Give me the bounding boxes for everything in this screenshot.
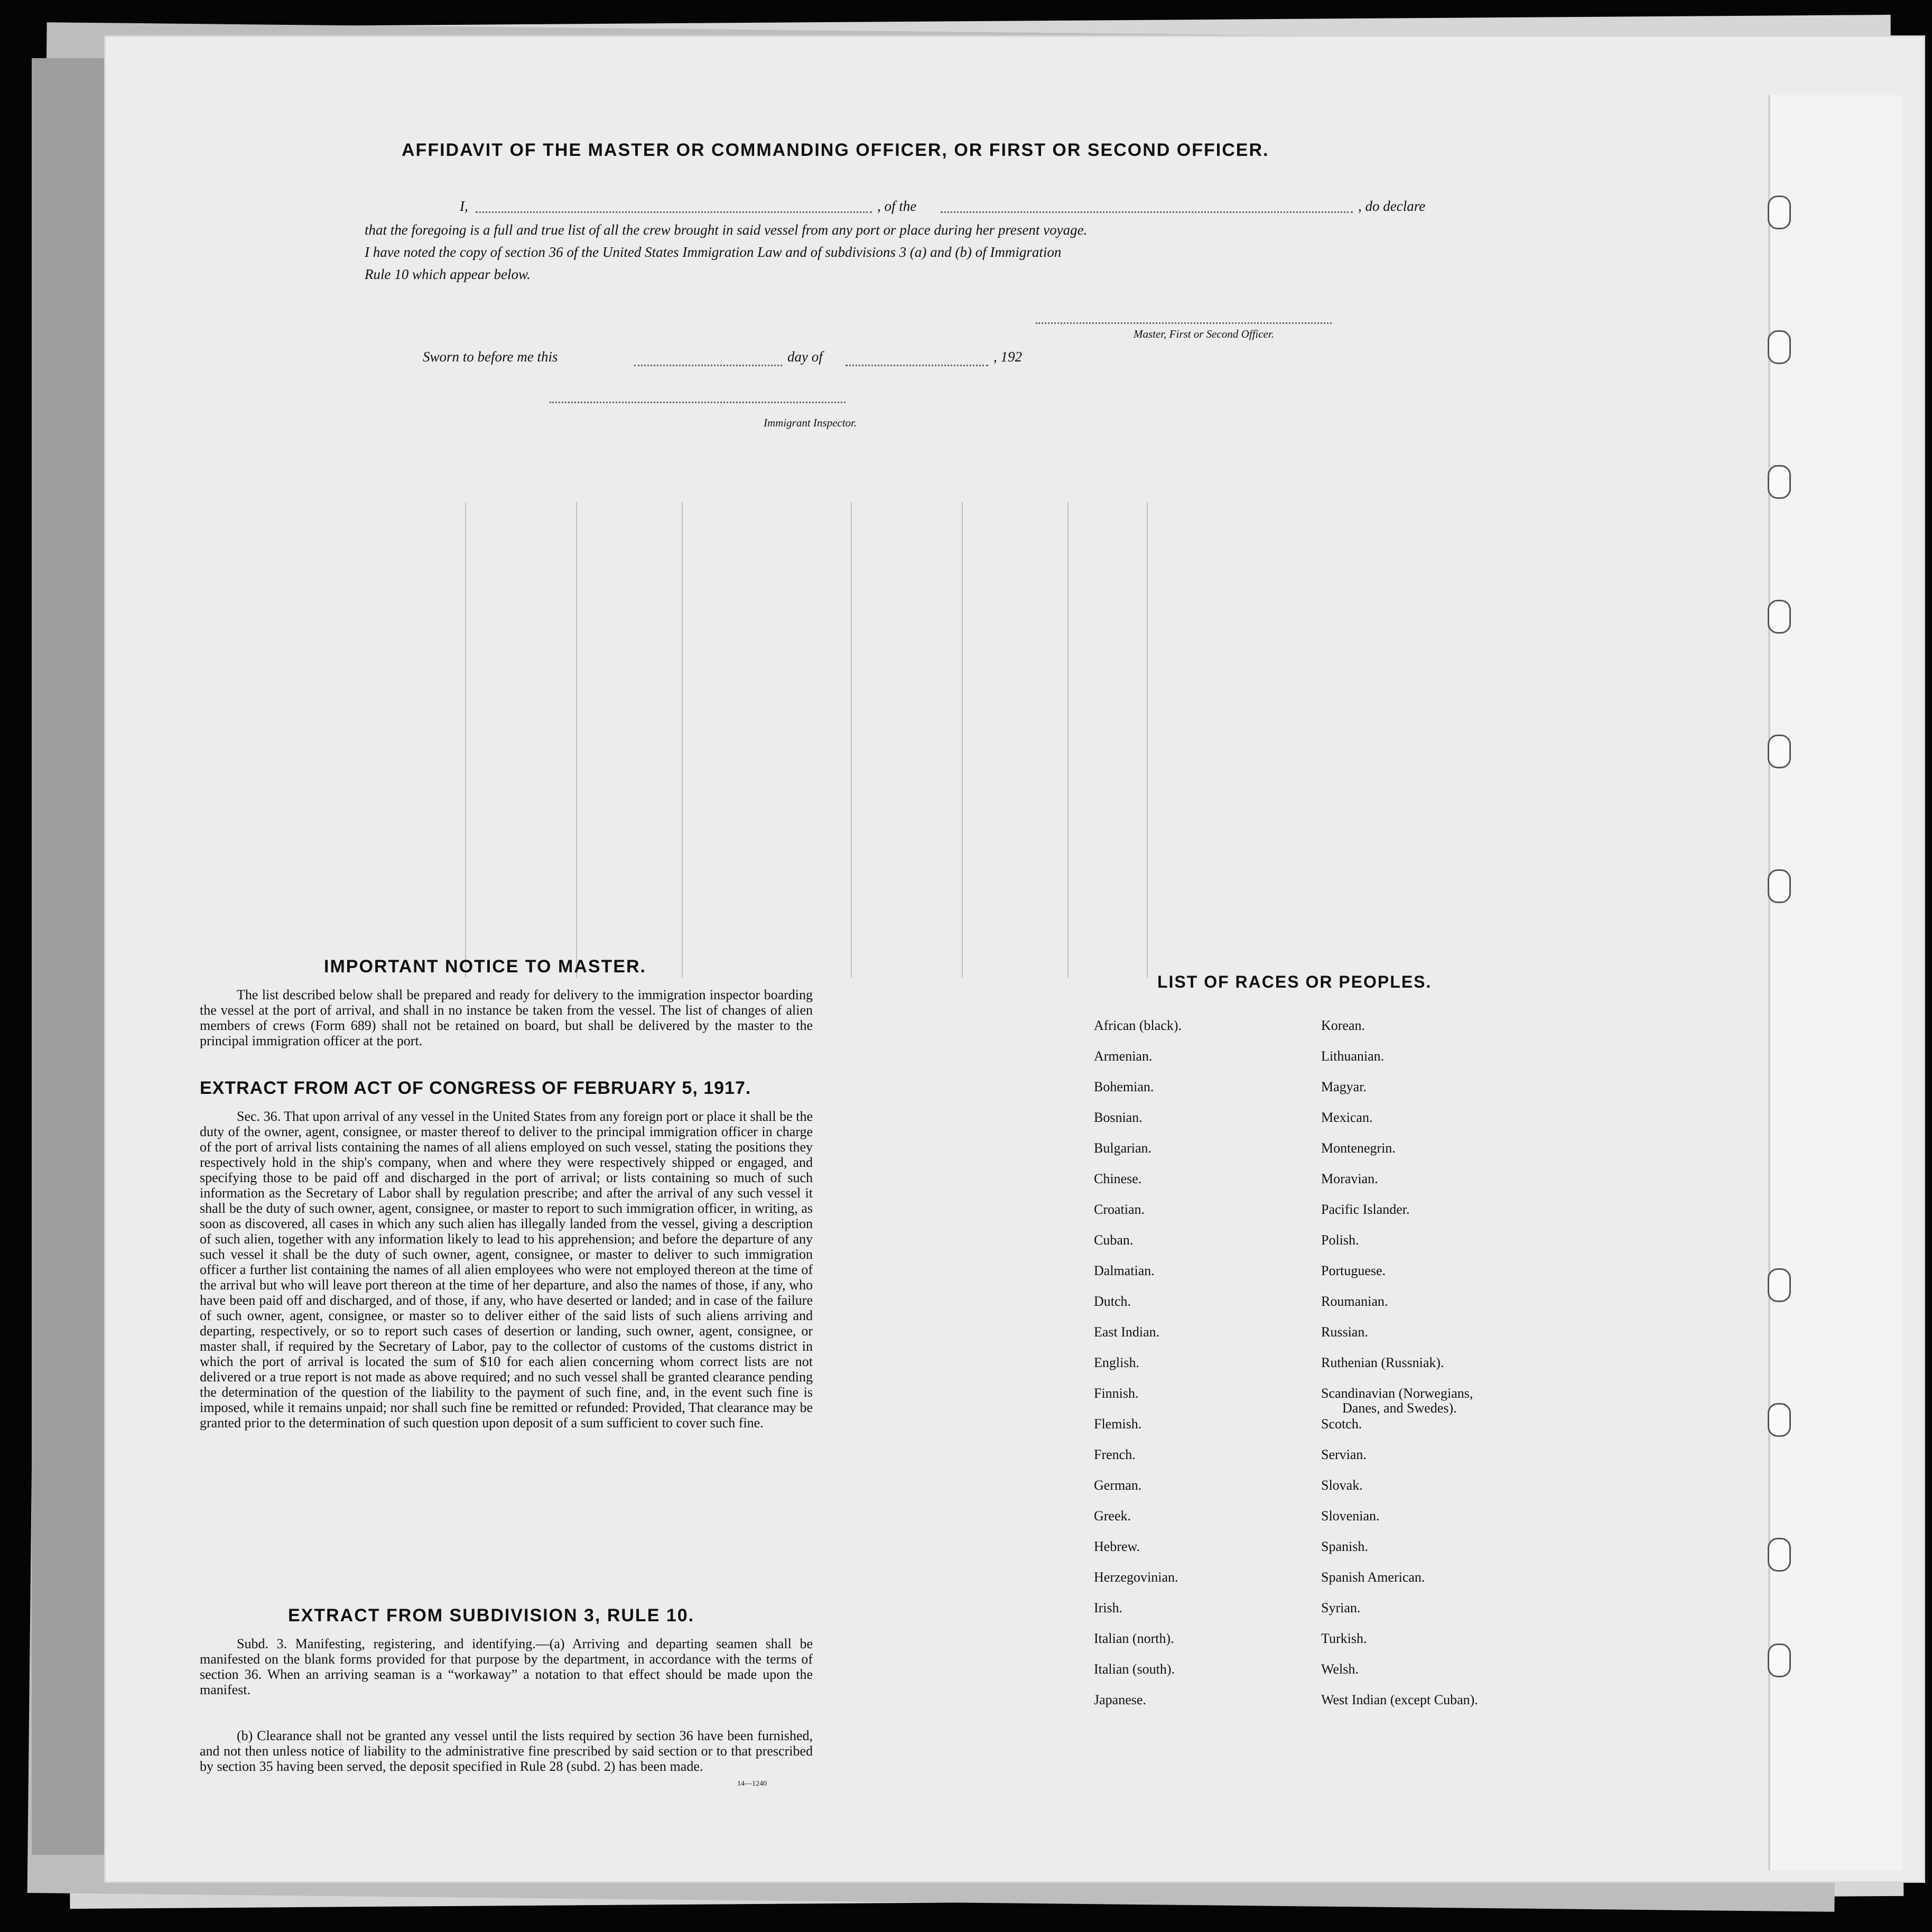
race-right-item: Spanish. <box>1321 1539 1368 1554</box>
race-right-item: Roumanian. <box>1321 1294 1388 1309</box>
race-right-item: Spanish American. <box>1321 1569 1425 1585</box>
race-left-item: Bosnian. <box>1094 1110 1143 1125</box>
race-right-item: Welsh. <box>1321 1661 1359 1677</box>
vessel-blank[interactable] <box>941 211 1353 213</box>
master-signature-line[interactable] <box>1036 322 1332 324</box>
notice-body: The list described below shall be prepared and ready for delivery to the immigration inspector boarding the vessel at the port of arrival, and shall in no instance be taken from the vessel. The list of changes of alien members of crews (Form 689) shall not be retained on board, but shall be delivered by the master to the principal immigration officer at the port. <box>200 987 813 1048</box>
binder-hole <box>1768 1538 1791 1572</box>
race-left-item: Japanese. <box>1094 1692 1146 1707</box>
race-left-item: Bohemian. <box>1094 1079 1154 1094</box>
extract-rule-para-b: (b) Clearance shall not be granted any vessel until the lists required by section 36 have been furnished, and not then unless notice of liability to the administrative fine prescribed by said section or to that prescribed by section 35 having been served, the deposit specified in Rule 28 (subd. 2) has been made. <box>200 1728 813 1774</box>
race-left-item: Chinese. <box>1094 1171 1142 1186</box>
race-right-item: Moravian. <box>1321 1171 1378 1186</box>
race-right-item: Scotch. <box>1321 1416 1362 1432</box>
binder-hole <box>1768 1643 1791 1677</box>
race-left-item: Hebrew. <box>1094 1539 1140 1554</box>
race-right-item: Polish. <box>1321 1232 1359 1248</box>
race-right-item-continued: Danes, and Swedes). <box>1342 1400 1457 1416</box>
affidavit-title: AFFIDAVIT OF THE MASTER OR COMMANDING OFFICER, OR FIRST OR SECOND OFFICER. <box>402 140 1269 160</box>
race-left-item: Dalmatian. <box>1094 1263 1155 1278</box>
binder-hole <box>1768 465 1791 499</box>
extract-rule-title: EXTRACT FROM SUBDIVISION 3, RULE 10. <box>288 1605 695 1626</box>
race-right-item: Pacific Islander. <box>1321 1202 1410 1217</box>
races-title: LIST OF RACES OR PEOPLES. <box>1157 972 1432 991</box>
race-right-item: Scandinavian (Norwegians, <box>1321 1386 1473 1401</box>
race-left-item: French. <box>1094 1447 1136 1462</box>
inspector-signature-line[interactable] <box>550 402 846 403</box>
race-left-item: Irish. <box>1094 1600 1123 1615</box>
race-right-item: Mexican. <box>1321 1110 1373 1125</box>
month-blank[interactable] <box>846 365 988 366</box>
sworn-day-blank[interactable] <box>634 365 782 366</box>
race-right-item: Syrian. <box>1321 1600 1361 1615</box>
race-left-item: Finnish. <box>1094 1386 1139 1401</box>
race-left-item: Dutch. <box>1094 1294 1131 1309</box>
race-left-item: Croatian. <box>1094 1202 1145 1217</box>
master-label: Master, First or Second Officer. <box>1134 328 1274 340</box>
race-left-item: Cuban. <box>1094 1232 1134 1248</box>
race-right-item: Turkish. <box>1321 1631 1367 1646</box>
inspector-label: Immigrant Inspector. <box>764 416 857 429</box>
affidavit-do-declare: , do declare <box>1358 198 1426 214</box>
race-right-item: Magyar. <box>1321 1079 1367 1094</box>
binder-hole <box>1768 600 1791 634</box>
binder-hole <box>1768 1268 1791 1302</box>
race-left-item: Italian (north). <box>1094 1631 1174 1646</box>
race-left-item: Armenian. <box>1094 1048 1153 1064</box>
affidavit-i-label: I, <box>460 198 468 214</box>
race-left-item: German. <box>1094 1478 1142 1493</box>
race-right-item: Ruthenian (Russniak). <box>1321 1355 1444 1370</box>
race-right-item: Slovak. <box>1321 1478 1363 1493</box>
extract-act-title: EXTRACT FROM ACT OF CONGRESS OF FEBRUARY 5, 1917. <box>200 1078 751 1098</box>
race-left-item: English. <box>1094 1355 1139 1370</box>
binder-hole <box>1768 869 1791 903</box>
notice-title: IMPORTANT NOTICE TO MASTER. <box>324 956 646 977</box>
race-right-item: Portuguese. <box>1321 1263 1386 1278</box>
affidavit-line-2: that the foregoing is a full and true list of all the crew brought in said vessel from any port or place during her present voyage. <box>365 222 1088 238</box>
race-left-item: Bulgarian. <box>1094 1140 1152 1156</box>
binder-hole <box>1768 735 1791 768</box>
year-label: , 192 <box>993 349 1022 365</box>
race-left-item: Italian (south). <box>1094 1661 1175 1677</box>
race-right-item: Korean. <box>1321 1018 1366 1033</box>
race-left-item: Flemish. <box>1094 1416 1142 1432</box>
race-right-item: Slovenian. <box>1321 1508 1380 1524</box>
binder-hole <box>1768 330 1791 364</box>
race-right-item: Montenegrin. <box>1321 1140 1396 1156</box>
race-left-item: Greek. <box>1094 1508 1131 1524</box>
race-right-item: West Indian (except Cuban). <box>1321 1692 1478 1707</box>
binder-hole <box>1768 196 1791 229</box>
affidavit-of-the: , of the <box>877 198 917 214</box>
binder-hole <box>1768 1403 1791 1437</box>
affidavit-line-3: I have noted the copy of section 36 of the United States Immigration Law and of subdivisions 3 (a) and (b) of Immigration <box>365 244 1062 260</box>
race-right-item: Russian. <box>1321 1324 1368 1340</box>
race-left-item: Herzegovinian. <box>1094 1569 1178 1585</box>
document-page <box>106 37 1924 1881</box>
sworn-label: Sworn to before me this <box>423 349 558 365</box>
right-edge-sheet <box>1768 95 1902 1871</box>
race-right-item: Servian. <box>1321 1447 1367 1462</box>
race-left-item: East Indian. <box>1094 1324 1160 1340</box>
race-left-item: African (black). <box>1094 1018 1182 1033</box>
extract-act-body: Sec. 36. That upon arrival of any vessel in the United States from any foreign port or place it shall be the duty of the owner, agent, consignee, or master thereof to deliver to the principal immigration officer in charge of the port of arrival lists containing the names of all aliens employed on such vessel, stating the positions they respectively hold in the ship's company, when and where they were respectively shipped or engaged, and specifying those to be paid off and discharged in the port of arrival; or lists containing so much of such information as the Secretary of Labor shall by regulation prescribe; and after the arrival of any such vessel it shall be the duty of such owner, agent, consignee, or master to report to such immigration officer, in writing, as soon as discovered, all cases in which any such alien has illegally landed from the vessel, giving a description of such alien, together with any information likely to lead to his apprehension; and before the departure of any such vessel it shall be the duty of such owner, agent, consignee, or master to deliver to such immigration officer a further list containing the names of all alien employees who were not employed thereon at the time of the arrival but who will leave port thereon at the time of her departure, and also the names of those, if any, who have been paid off and discharged, and of those, if any, who have deserted or landed; and in case of the failure of such owner, agent, consignee, or master so to deliver either of the said lists of such aliens arriving and departing, respectively, or so to report such cases of desertion or landing, such owner, agent, consignee, or master shall, if required by the Secretary of Labor, pay to the collector of customs of the customs district in which the port of arrival is located the sum of $10 for each alien concerning whom correct lists are not delivered or a true report is not made as above required; and no such vessel shall be granted clearance pending the determination of the question of the liability to the payment of such fine, and, in the event such fine is imposed, while it remains unpaid; nor shall such fine be remitted or refunded: Provided, That clearance may be granted prior to the determination of such question upon deposit of a sum sufficient to cover such fine. <box>200 1109 813 1431</box>
affidavit-line-4: Rule 10 which appear below. <box>365 266 531 282</box>
form-number: 14—1240 <box>737 1780 767 1788</box>
extract-rule-para-a: Subd. 3. Manifesting, registering, and identifying.—(a) Arriving and departing seamen shall be manifested on the blank forms provided for that purpose by the department, in accordance with the terms of section 36. When an arriving seaman is a “workaway” a notation to that effect should be made upon the manifest. <box>200 1636 813 1697</box>
day-of-label: day of <box>787 349 823 365</box>
race-right-item: Lithuanian. <box>1321 1048 1385 1064</box>
name-blank[interactable] <box>476 211 872 213</box>
